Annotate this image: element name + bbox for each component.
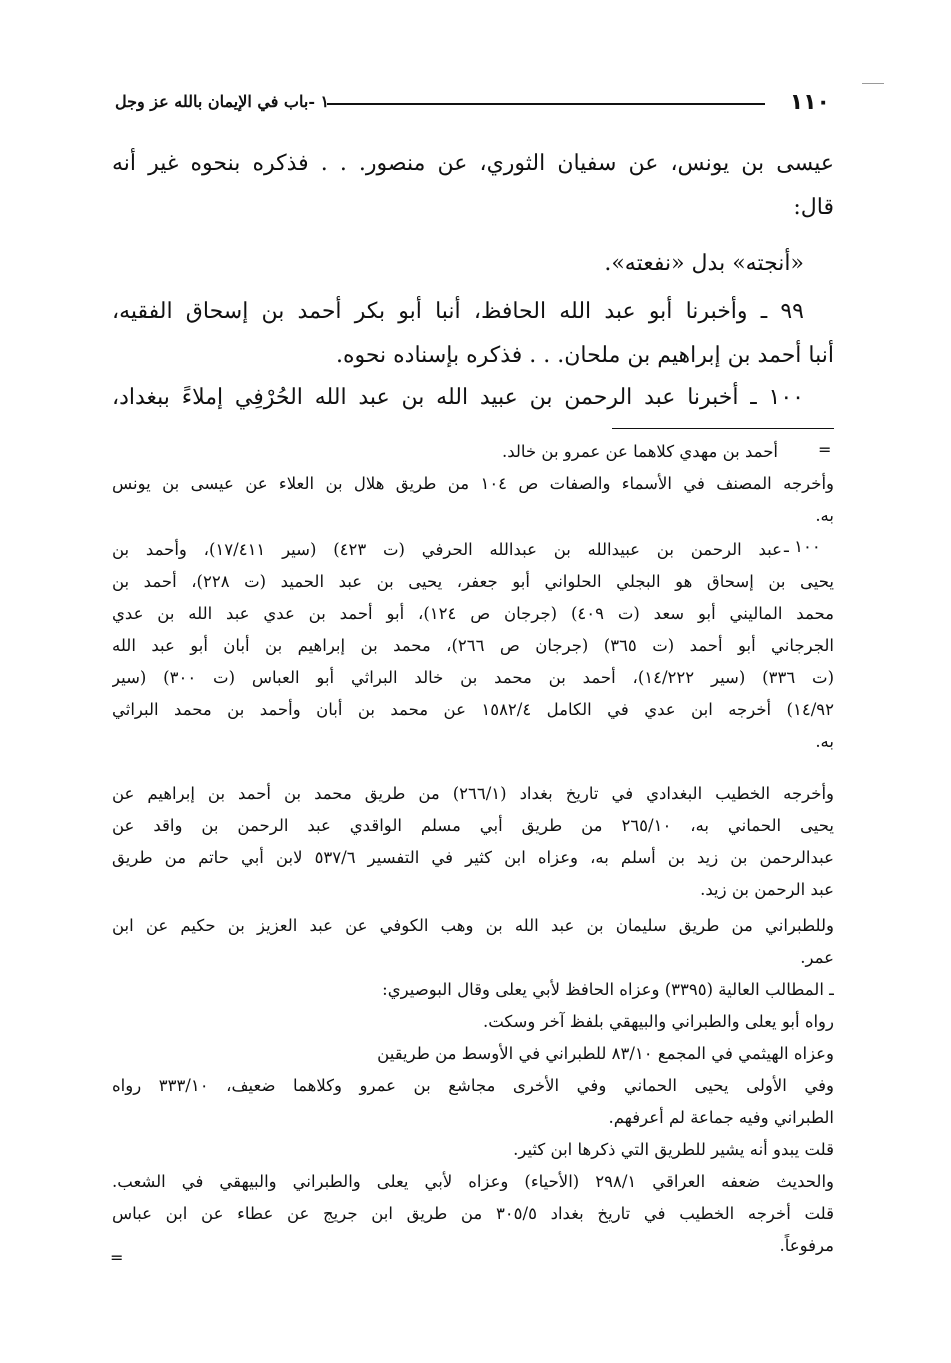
footnote-line: به. — [815, 506, 834, 525]
chapter-title: ١ -باب في الإيمان بالله عز وجل — [115, 92, 330, 111]
footnote-block-2 — [112, 534, 834, 758]
footnote-line: الجرجاني أبو أحمد (ت ٣٦٥) (جرجان ص ٢٦٦)، محمد بن إبراهيم بن أبان أبو عبد الله — [112, 636, 834, 655]
main-paragraph-2 — [112, 242, 834, 286]
header-rule — [327, 103, 765, 105]
footnote-line: (ت ٣٣٦) (سير ١٤/٢٢٢)، أحمد بن محمد بن خالد البراثي أبو العباس (ت ٣٠٠) (سير — [112, 668, 834, 687]
corner-mark — [862, 83, 884, 84]
footnote-line: وأخرجه الخطيب البغدادي في تاريخ بغداد (٢٦٦/١) من طريق محمد بن أحمد بن إبراهيم عن — [112, 784, 834, 803]
footnote-line: يحيى بن إسحاق هو البجلي الحلواني أبو جعفر، يحيى بن عبد الحميد (ت ٢٢٨)، أحمد بن — [112, 572, 834, 591]
footnote-line: عبدالرحمن بن زيد بن أسلم به، وعزاه ابن كثير في التفسير ٥٣٧/٦ لابن أبي حاتم من طريق — [112, 848, 834, 867]
footnote-block-1 — [112, 436, 834, 532]
footnote-line: أحمد بن مهدي كلاهما عن عمرو بن خالد. — [501, 442, 778, 461]
footnote-end-marker: = — [110, 1248, 124, 1267]
footnote-line: وعزاه الهيثمي في المجمع ٨٣/١٠ للطبراني في الأوسط من طريقين — [377, 1044, 834, 1063]
main-paragraph-3 — [112, 290, 834, 378]
footnote-line: عبد الرحمن بن زيد. — [700, 880, 834, 899]
footnote-line: مرفوعاً. — [779, 1236, 834, 1255]
footnote-line: ١٤/٩٢) أخرجه ابن عدي في الكامل ١٥٨٢/٤ عن محمد بن أبان وأحمد بن محمد البراثي — [112, 700, 834, 719]
footnote-line: وفي الأولى يحيى الحماني وفي الأخرى مجاشع بن عمرو وكلاهما ضعيف، ٣٣٣/١٠ رواه — [112, 1076, 834, 1095]
footnote-line: قلت يبدو أنه يشير للطريق التي ذكرها ابن كثير. — [513, 1140, 834, 1159]
text-line: قال: — [793, 195, 834, 220]
footnote-block-5 — [112, 974, 834, 1262]
text-line: «أنجته» بدل «نفعته». — [604, 251, 804, 276]
footnote-block-4 — [112, 910, 834, 974]
footnote-line: ـ المطالب العالية (٣٣٩٥) وعزاه الحافظ لأبي يعلى وقال البوصيري: — [382, 980, 834, 999]
footnote-block-3 — [112, 778, 834, 906]
footnote-number: ١٠٠ ـ — [784, 537, 821, 556]
footnote-line: عمر. — [800, 948, 834, 967]
text-line: أنبا أحمد بن إبراهيم بن ملحان. . . فذكره بإسناده نحوه. — [335, 343, 834, 368]
footnote-line: به. — [815, 732, 834, 751]
footnote-line: يحيى الحماني به، ٢٦٥/١٠ من طريق أبي مسلم الواقدي عبد الرحمن بن واقد عن — [112, 816, 834, 835]
footnote-line: والحديث ضعفه العراقي ٢٩٨/١ (الأحياء) وعزاه لأبي يعلى والطبراني والبيهقي في الشعب. — [112, 1172, 834, 1191]
footnote-line: الطبراني وفيه جماعة لم أعرفهم. — [608, 1108, 834, 1127]
footnote-line: وللطبراني من طريق سليمان بن عبد الله بن وهب الكوفي عن عبد العزيز بن حكيم عن ابن — [112, 916, 834, 935]
footnote-rule — [612, 428, 834, 429]
footnote-line: محمد الماليني أبو سعد (ت ٤٠٩) (جرجان ص ١٢٤)، أبو أحمد بن عدي عبد الله بن عدي — [112, 604, 834, 623]
main-paragraph-1 — [112, 142, 834, 230]
text-line: ١٠٠ ـ أخبرنا عبد الرحمن بن عبيد الله بن عبد الله الحُرْفِي إملاءً ببغداد، — [112, 385, 804, 410]
running-header — [115, 90, 830, 116]
footnote-line: عبد الرحمن بن عبيدالله بن عبدالله الحرفي (ت ٤٢٣) (سير ١٧/٤١١)، وأحمد بن — [112, 540, 783, 559]
footnote-line: رواه أبو يعلى والطبراني والبيهقي بلفظ آخر وسكت. — [482, 1012, 834, 1031]
footnote-line: قلت أخرجه الخطيب في تاريخ بغداد ٣٠٥/٥ من طريق ابن جريج عن عطاء عن ابن عباس — [112, 1204, 834, 1223]
text-line: عيسى بن يونس، عن سفيان الثوري، عن منصور. . . فذكره بنحوه غير أنه — [112, 151, 834, 176]
footnote-continuation-marker: = — [818, 440, 832, 459]
page-number: ١١٠ — [789, 90, 830, 115]
footnote-line: وأخرجه المصنف في الأسماء والصفات ص ١٠٤ من طريق هلال بن العلاء عن عيسى بن يونس — [112, 474, 834, 493]
main-paragraph-4 — [112, 376, 834, 420]
text-line: ٩٩ ـ وأخبرنا أبو عبد الله الحافظ، أنبا أبو بكر أحمد بن إسحاق الفقيه، — [112, 299, 804, 324]
